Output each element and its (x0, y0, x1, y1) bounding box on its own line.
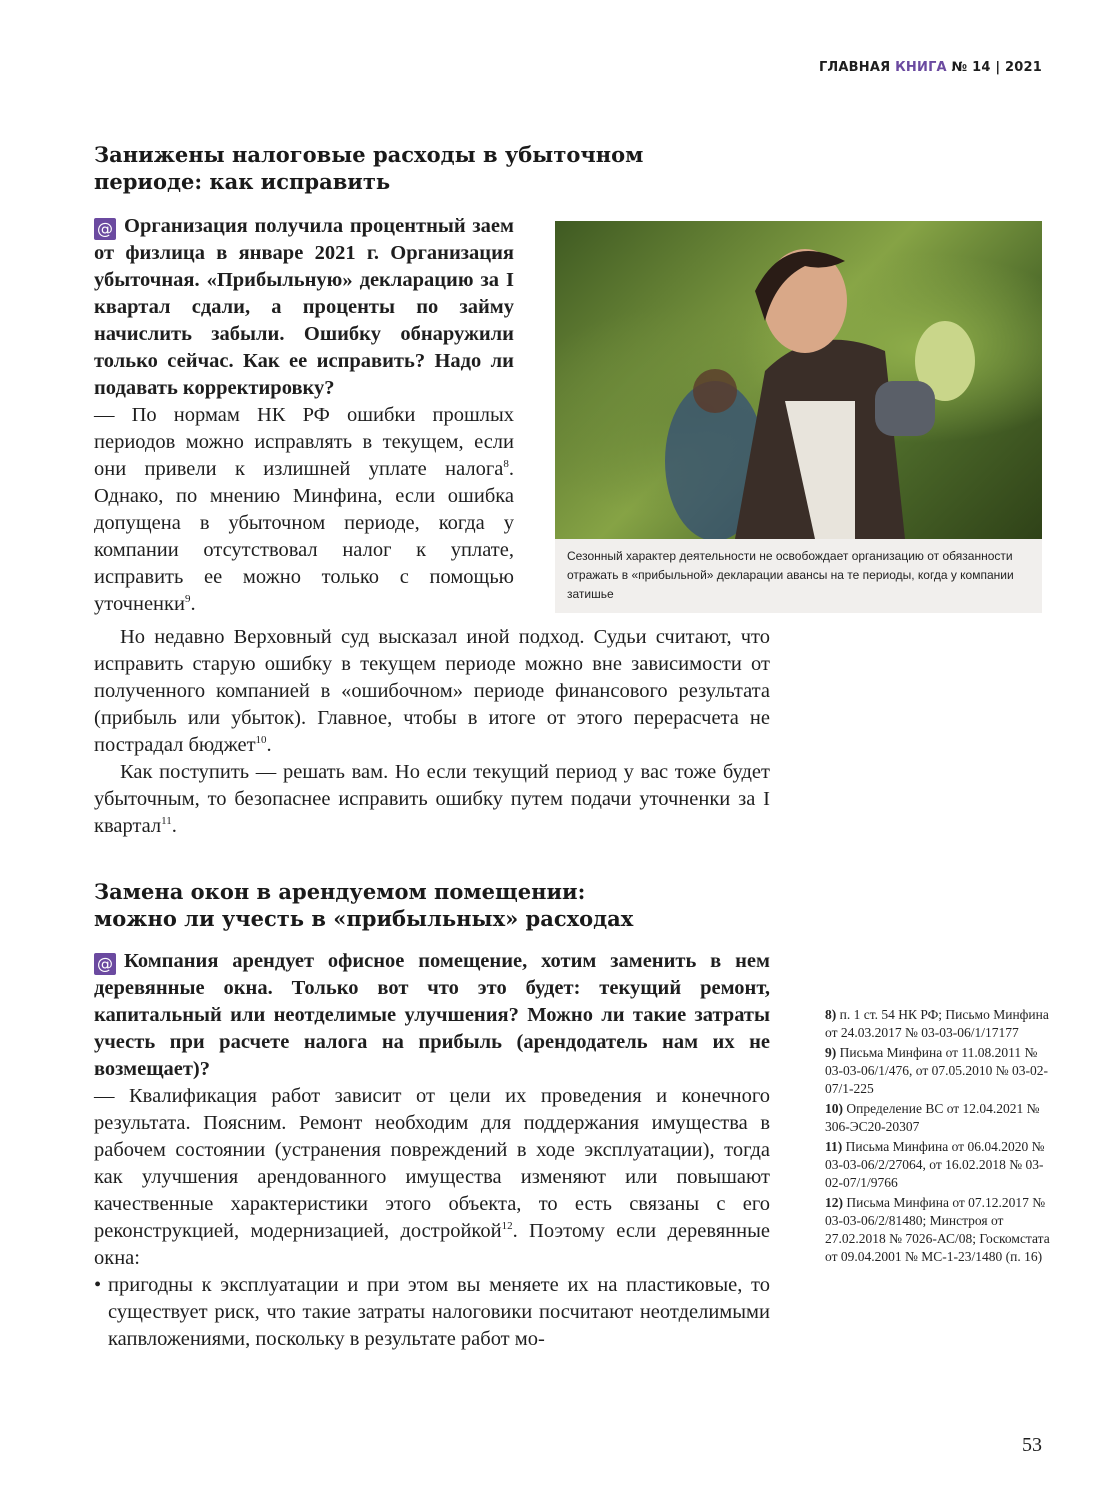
article1-qa (94, 213, 514, 618)
paragraph: Как поступить — решать вам. Но если текущий период у вас тоже будет убыточным, то безопаснее исправить ошибку путем подачи уточненки за I квартал$^{11}$. (94, 761, 770, 837)
article1-body (94, 624, 770, 840)
photo-illustration (555, 221, 1042, 539)
article1-question: @ Организация получила процентный заем от физлица в январе 2021 г. Организация убыточная. «Прибыльную» декларацию за I квартал сдали, а проценты по займу начислить забыли. Ошибку обнаружили только сейчас. Как ее исправить? Надо ли подавать корректировку? (94, 215, 514, 399)
footnote: 12) Письма Минфина от 07.12.2017 № 03-03-06/2/81480; Минстроя от 27.02.2018 № 7026-АС/08; Госкомстата от 09.04.2001 № МС-1-23/1480 (п. 16) (825, 1195, 1050, 1264)
issue-number: № 14 | 2021 (951, 60, 1042, 75)
article2-title: Замена окон в арендуемом помещении: можно ли учесть в «прибыльных» расходах (94, 879, 634, 931)
page-number: 53 (1022, 1434, 1042, 1456)
paragraph: Но недавно Верховный суд высказал иной подход. Судьи считают, что исправить старую ошибку в текущем периоде можно вне зависимости от полученного компанией в «ошибочном» периоде финансового результата (прибыль или убыток). Главное, чтобы в итоге от этого перерасчета не пострадал бюджет$^{10}$. (94, 626, 770, 756)
footnote: 10) Определение ВС от 12.04.2021 № 306-ЭС20-20307 (825, 1101, 1040, 1134)
magazine-name-accent: КНИГА (895, 60, 947, 75)
article2-answer: — Квалификация работ зависит от цели их проведения и конечного результата. Поясним. Ремонт необходим для поддержания имущества в рабочем состоянии (устранения повреждений в ходе эксплуатации), тогда как улучшения арендованного имущества изменяют или повышают качественные характеристики этого объекта, то есть связаны с его реконструкцией, модернизацией, достройкой$^{12}$. Поэтому если деревянные окна: (94, 1085, 770, 1269)
article2-qa (94, 948, 770, 1353)
footnote: 8) п. 1 ст. 54 НК РФ; Письмо Минфина от 24.03.2017 № 03-03-06/1/17177 (825, 1007, 1049, 1040)
bullet-list (94, 1272, 770, 1353)
photo-block (555, 221, 1042, 613)
email-question-icon: @ (94, 218, 116, 240)
article2-question: @ Компания арендует офисное помещение, хотим заменить в нем деревянные окна. Только вот что это будет: текущий ремонт, капитальный или неотделимые улучшения? Можно ли такие затраты учесть при расчете налога на прибыль (арендодатель нам их не возмещает)? (94, 950, 770, 1080)
footnote: 9) Письма Минфина от 11.08.2011 № 03-03-06/1/476, от 07.05.2010 № 03-02-07/1-225 (825, 1045, 1048, 1096)
article1-top (94, 213, 1042, 618)
photo-caption: Сезонный характер деятельности не освобождает организацию от обязанности отражать в «прибыльной» декларации авансы на те периоды, когда у компании затишье (555, 539, 1042, 613)
magazine-name: ГЛАВНАЯ (818, 60, 891, 75)
footnotes (825, 1006, 1055, 1268)
email-question-icon: @ (94, 953, 116, 975)
article1-title: Занижены налоговые расходы в убыточном периоде: как исправить (94, 142, 644, 194)
list-item: • пригодны к эксплуатации и при этом вы меняете их на пластиковые, то существует риск, что такие затраты налоговики посчитают неотделимыми капвложениями, поскольку в результате работ мо- (94, 1272, 770, 1353)
running-header (819, 60, 1042, 75)
article1-answer: — По нормам НК РФ ошибки прошлых периодов можно исправлять в текущем, если они привели к излишней уплате налога$^8$. Однако, по мнению Минфина, если ошибка допущена в убыточном периоде, когда у компании отсутствовал налог к уплате, исправить ее можно только с помощью уточненки$^9$. (94, 404, 514, 615)
vineyard-photo (555, 221, 1042, 539)
footnote: 11) Письма Минфина от 06.04.2020 № 03-03-06/2/27064, от 16.02.2018 № 03-02-07/1/9766 (825, 1139, 1045, 1190)
